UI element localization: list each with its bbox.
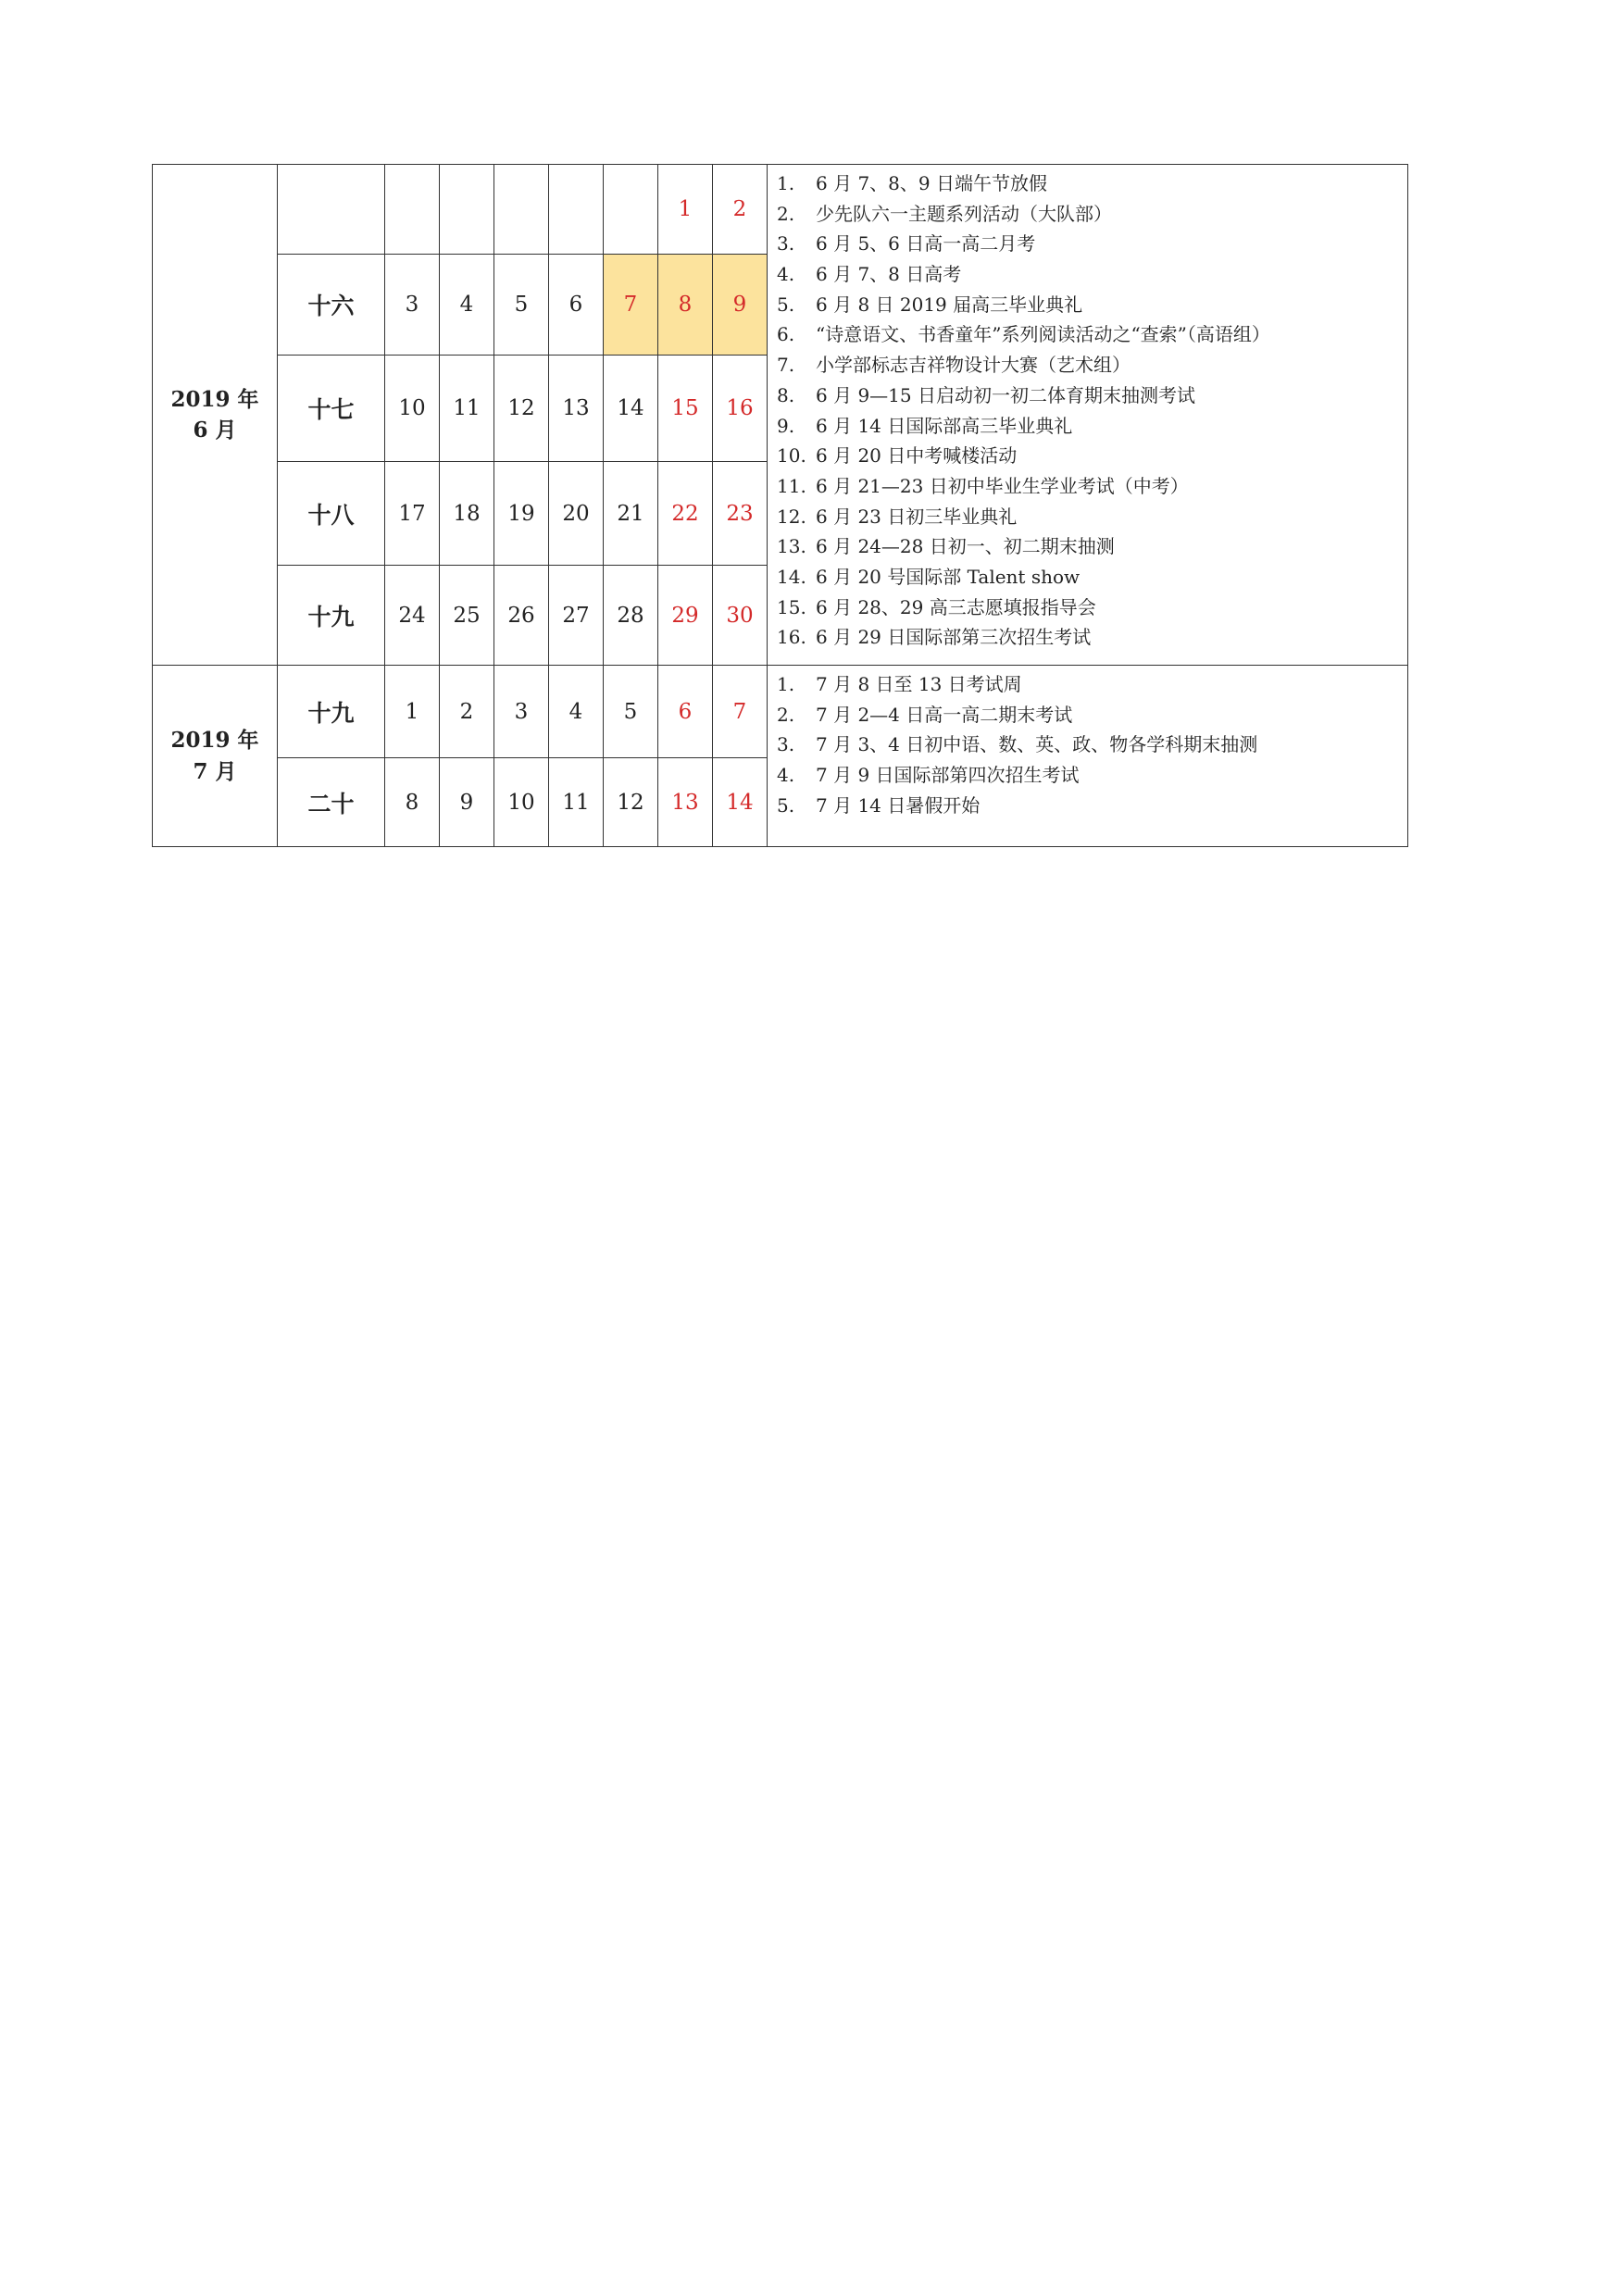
event-item <box>777 229 1407 259</box>
event-number: 6. <box>777 323 795 346</box>
weekend-day-cell: 13 <box>658 758 713 847</box>
event-text: 小学部标志吉祥物设计大赛（艺术组） <box>816 354 1131 377</box>
weekend-day-cell: 6 <box>658 666 713 758</box>
event-item <box>777 259 1407 290</box>
event-text: 6 月 14 日国际部高三毕业典礼 <box>816 414 1073 437</box>
event-text: 6 月 8 日 2019 届高三毕业典礼 <box>816 293 1083 316</box>
event-number: 1. <box>777 172 795 194</box>
day-cell <box>440 165 494 255</box>
event-text: 7 月 8 日至 13 日考试周 <box>816 673 1022 695</box>
day-cell: 1 <box>385 666 440 758</box>
event-item <box>777 411 1407 442</box>
day-cell: 2 <box>440 666 494 758</box>
holiday-day-cell: 7 <box>604 255 658 356</box>
event-list-cell <box>768 165 1408 666</box>
event-item <box>777 290 1407 320</box>
week-number: 十八 <box>278 462 385 566</box>
day-cell <box>549 165 604 255</box>
week-number <box>278 165 385 255</box>
day-cell <box>494 165 549 255</box>
month-label: 2019 年 7 月 <box>153 666 278 847</box>
weekend-day-cell: 16 <box>713 356 768 462</box>
day-cell: 27 <box>549 566 604 666</box>
event-item <box>777 730 1407 760</box>
event-item <box>777 319 1407 350</box>
event-list <box>777 168 1407 653</box>
week-number: 十九 <box>278 566 385 666</box>
event-number: 10. <box>777 444 806 468</box>
event-list <box>777 669 1407 820</box>
event-number: 2. <box>777 703 795 726</box>
event-number: 16. <box>777 626 806 649</box>
event-text: 6 月 7、8 日高考 <box>816 263 962 286</box>
week-number: 十七 <box>278 356 385 462</box>
day-cell: 18 <box>440 462 494 566</box>
event-number: 12. <box>777 505 806 528</box>
event-item <box>777 471 1407 502</box>
event-number: 5. <box>777 793 795 817</box>
month-label: 2019 年 6 月 <box>153 165 278 666</box>
day-cell <box>385 165 440 255</box>
event-item <box>777 168 1407 199</box>
event-item <box>777 350 1407 381</box>
event-text: 6 月 5、6 日高一高二月考 <box>816 232 1036 256</box>
day-cell: 24 <box>385 566 440 666</box>
day-cell: 3 <box>385 255 440 356</box>
event-text: 6 月 9—15 日启动初一初二体育期末抽测考试 <box>816 383 1195 406</box>
event-text: 6 月 21—23 日初中毕业生学业考试（中考） <box>816 474 1189 497</box>
day-cell: 28 <box>604 566 658 666</box>
event-item <box>777 622 1407 653</box>
event-number: 3. <box>777 733 795 756</box>
event-number: 1. <box>777 673 795 695</box>
day-cell: 6 <box>549 255 604 356</box>
event-text: 6 月 29 日国际部第三次招生考试 <box>816 626 1092 649</box>
day-cell: 19 <box>494 462 549 566</box>
event-number: 4. <box>777 764 795 787</box>
weekend-day-cell: 2 <box>713 165 768 255</box>
weekend-day-cell: 22 <box>658 462 713 566</box>
event-item <box>777 700 1407 730</box>
week-number: 十九 <box>278 666 385 758</box>
day-cell: 5 <box>494 255 549 356</box>
weekend-day-cell: 7 <box>713 666 768 758</box>
day-cell: 17 <box>385 462 440 566</box>
day-cell: 13 <box>549 356 604 462</box>
week-number: 二十 <box>278 758 385 847</box>
event-item <box>777 593 1407 623</box>
event-item <box>777 791 1407 821</box>
event-text: 6 月 23 日初三毕业典礼 <box>816 505 1018 528</box>
weekend-day-cell: 15 <box>658 356 713 462</box>
event-number: 2. <box>777 202 795 225</box>
event-text: 7 月 14 日暑假开始 <box>816 793 981 817</box>
event-text: 7 月 3、4 日初中语、数、英、政、物各学科期末抽测 <box>816 733 1258 756</box>
event-item <box>777 760 1407 791</box>
event-number: 3. <box>777 232 795 256</box>
weekend-day-cell: 30 <box>713 566 768 666</box>
event-number: 15. <box>777 595 806 618</box>
weekend-day-cell: 23 <box>713 462 768 566</box>
day-cell: 20 <box>549 462 604 566</box>
day-cell: 10 <box>385 356 440 462</box>
event-number: 13. <box>777 535 806 558</box>
day-cell: 12 <box>604 758 658 847</box>
event-number: 8. <box>777 383 795 406</box>
calendar-row <box>153 165 1408 255</box>
event-number: 14. <box>777 565 806 588</box>
day-cell: 11 <box>440 356 494 462</box>
day-cell: 14 <box>604 356 658 462</box>
event-item <box>777 502 1407 532</box>
event-number: 5. <box>777 293 795 316</box>
week-number: 十六 <box>278 255 385 356</box>
event-number: 7. <box>777 354 795 377</box>
day-cell: 9 <box>440 758 494 847</box>
day-cell: 21 <box>604 462 658 566</box>
event-text: 6 月 24—28 日初一、初二期末抽测 <box>816 535 1115 558</box>
event-text: 7 月 9 日国际部第四次招生考试 <box>816 764 1080 787</box>
event-number: 9. <box>777 414 795 437</box>
event-text: 6 月 20 号国际部 Talent show <box>816 565 1081 588</box>
weekend-day-cell: 14 <box>713 758 768 847</box>
day-cell: 4 <box>549 666 604 758</box>
calendar-row <box>153 666 1408 758</box>
holiday-day-cell: 9 <box>713 255 768 356</box>
day-cell: 3 <box>494 666 549 758</box>
holiday-day-cell: 8 <box>658 255 713 356</box>
event-list-cell <box>768 666 1408 847</box>
weekend-day-cell: 1 <box>658 165 713 255</box>
event-item <box>777 531 1407 562</box>
day-cell: 5 <box>604 666 658 758</box>
weekend-day-cell: 29 <box>658 566 713 666</box>
event-text: 6 月 28、29 高三志愿填报指导会 <box>816 595 1096 618</box>
day-cell: 12 <box>494 356 549 462</box>
day-cell: 8 <box>385 758 440 847</box>
event-text: “诗意语文、书香童年”系列阅读活动之“查索”（高语组） <box>816 323 1270 346</box>
event-item <box>777 381 1407 411</box>
event-item <box>777 669 1407 700</box>
event-text: 6 月 7、8、9 日端午节放假 <box>816 172 1047 194</box>
event-text: 7 月 2—4 日高一高二期末考试 <box>816 703 1073 726</box>
event-number: 11. <box>777 474 806 497</box>
event-number: 4. <box>777 263 795 286</box>
event-text: 6 月 20 日中考喊楼活动 <box>816 444 1018 468</box>
event-item <box>777 562 1407 593</box>
day-cell: 11 <box>549 758 604 847</box>
day-cell: 10 <box>494 758 549 847</box>
day-cell: 4 <box>440 255 494 356</box>
event-item <box>777 199 1407 230</box>
day-cell <box>604 165 658 255</box>
event-text: 少先队六一主题系列活动（大队部） <box>816 202 1112 225</box>
day-cell: 25 <box>440 566 494 666</box>
event-item <box>777 441 1407 471</box>
day-cell: 26 <box>494 566 549 666</box>
school-calendar-table <box>152 164 1408 847</box>
